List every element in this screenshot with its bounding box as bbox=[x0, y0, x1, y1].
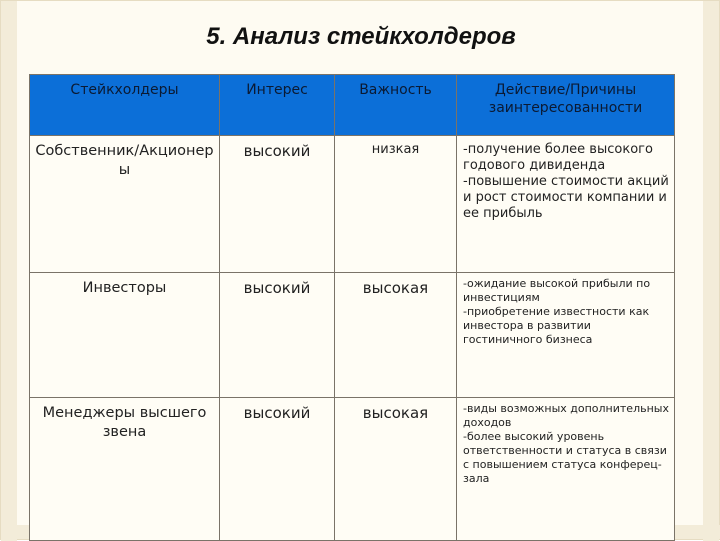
action-item: -повышение стоимости акций и рост стоимости компании и ее прибыль bbox=[463, 174, 669, 221]
cell-stakeholder: Собственник/Акционеры bbox=[30, 136, 220, 273]
action-item: -более высокий уровень ответственности и статуса в связи с повышением статуса конферец-зала bbox=[463, 430, 667, 485]
cell-actions bbox=[457, 398, 675, 541]
table-header-row bbox=[30, 75, 675, 136]
slide-frame-left bbox=[1, 1, 17, 541]
action-item: -приобретение известности как инвестора в развитии гостиничного бизнеса bbox=[463, 305, 650, 346]
header-interest: Интерес bbox=[220, 75, 335, 136]
cell-importance: высокая bbox=[335, 273, 457, 398]
header-actions: Действие/Причины заинтересованности bbox=[457, 75, 675, 136]
header-importance: Важность bbox=[335, 75, 457, 136]
cell-interest: высокий bbox=[220, 273, 335, 398]
stakeholder-table bbox=[29, 74, 675, 541]
cell-actions bbox=[457, 136, 675, 273]
cell-importance: низкая bbox=[335, 136, 457, 273]
header-stakeholders: Стейкхолдеры bbox=[30, 75, 220, 136]
cell-interest: высокий bbox=[220, 136, 335, 273]
slide-title: 5. Анализ стейкхолдеров bbox=[206, 23, 516, 50]
table-row bbox=[30, 136, 675, 273]
table-row bbox=[30, 398, 675, 541]
action-item: -ожидание высокой прибыли по инвестициям bbox=[463, 277, 651, 304]
cell-importance: высокая bbox=[335, 398, 457, 541]
action-item: -виды возможных дополнительных доходов bbox=[463, 402, 669, 429]
action-item: -получение более высокого годового дивиденда bbox=[463, 142, 653, 173]
slide-frame-right bbox=[703, 1, 719, 541]
cell-stakeholder: Инвесторы bbox=[30, 273, 220, 398]
cell-interest: высокий bbox=[220, 398, 335, 541]
table-row bbox=[30, 273, 675, 398]
cell-stakeholder: Менеджеры высшего звена bbox=[30, 398, 220, 541]
cell-actions bbox=[457, 273, 675, 398]
